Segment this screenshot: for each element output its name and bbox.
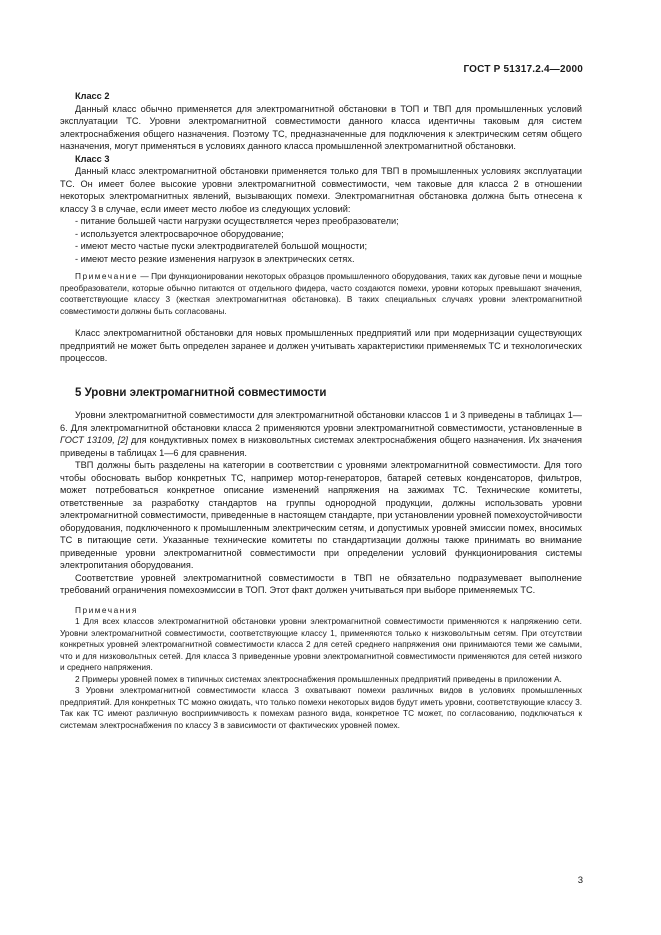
note-3: 3 Уровни электромагнитной совместимости класса 3 охватывают помехи различных видов в условиях промышленных предприятий. Для конкретных ТС можно ожидать, что только помехи некоторых видов будут иметь уровни, соответствующие классу 3. Так как ТС имеют различную восприимчивость к помехам разного вида, конкретное ТС может, по согласованию, подключаться к системам электроснабжения по классу 3 в зависимости от фактических уровней помех. bbox=[60, 685, 582, 730]
list-item: - имеют место резкие изменения нагрузок в электрических сетях. bbox=[75, 253, 355, 264]
notes-title: Примечания bbox=[75, 604, 138, 615]
page-number: 3 bbox=[577, 875, 583, 886]
section5-paragraph-2: ТВП должны быть разделены на категории в соответствии с уровнями электромагнитной совместимости. Для того чтобы обосновать выбор конкретных ТС, например мотор-генераторов, батарей сетевых конденсаторов, фильтров, может потребоваться конкретное описание изменений напряжения на зажимах ТС. Технические комитеты, ответственные за разработку стандартов на группы однородной продукции, должны использовать уровни электромагнитной совместимости, приведенные в настоящем стандарте, при установлении уровней помехоустойчивости оборудования, подключенного к промышленным электрическим сетям, и допустимых уровней эмиссии помех, вносимых ТС в питающие сети. Указанные технические комитеты по стандартизации должны также принимать во внимание приведенные уровни электромагнитной совместимости при определении условий функционирования системы электропитания оборудования. bbox=[60, 460, 582, 570]
standard-reference: ГОСТ 13109, [2] bbox=[60, 435, 128, 445]
list-item: - питание большей части нагрузки осуществляется через преобразователи; bbox=[75, 216, 399, 226]
class3-closing-paragraph: Класс электромагнитной обстановки для новых промышленных предприятий или при модернизации существующих предприятий не может быть определен заранее и должен учитывать характеристики применяемых ТС и технологических процессов. bbox=[60, 328, 582, 363]
paragraph-text: для кондуктивных помех в низковольтных системах электроснабжения общего назначения. Их значения приведены в таблицах 1—6 для сравнения. bbox=[60, 435, 583, 458]
paragraph-text: Уровни электромагнитной совместимости для электромагнитной обстановки классов 1 и 3 приведены в таблицах 1—6. Для электромагнитной обстановки класса 2 применяются уровни электромагнитной совместимости, установленные в bbox=[60, 410, 582, 433]
document-code: ГОСТ Р 51317.2.4—2000 bbox=[463, 64, 583, 75]
class3-heading: Класс 3 bbox=[75, 153, 110, 164]
section-5-heading: 5 Уровни электромагнитной совместимости bbox=[75, 386, 327, 399]
class2-paragraph: Данный класс обычно применяется для электромагнитной обстановки в ТОП и ТВП для промышленных условий эксплуатации ТС. Уровни электромагнитной совместимости данного класса идентичны таковым для систем электроснабжения общего назначения. Поэтому ТС, предназначенные для подключения к электрическим сетям общего назначения, могут применяться в условиях данного класса промышленной электромагнитной обстановки. bbox=[60, 103, 582, 151]
section5-paragraph-3: Соответствие уровней электромагнитной совместимости в ТВП не обязательно подразумевает выполнение требований ограничения помехоэмиссии в ТОП. Этот факт должен учитываться при выборе применяемых ТС. bbox=[60, 572, 582, 595]
note-text: — При функционировании некоторых образцов промышленного оборудования, таких как дуговые печи и мощные преобразователи, которые обычно питаются от отдельного фидера, часто создаются помехи, уровни которых превышают значения, соответствующие классу 3 (жесткая электромагнитная обстановка). В таких специальных случаях уровни электромагнитной совместимости должны быть согласованы. bbox=[60, 271, 582, 316]
list-item: - используется электросварочное оборудование; bbox=[75, 228, 284, 239]
class3-note bbox=[60, 271, 582, 317]
note-label: Примечание bbox=[75, 271, 139, 281]
list-item: - имеют место частые пуски электродвигателей большой мощности; bbox=[75, 241, 368, 251]
page-content bbox=[60, 90, 582, 731]
section5-paragraph-1 bbox=[60, 409, 582, 459]
class3-paragraph: Данный класс электромагнитной обстановки применяется только для ТВП в промышленных условиях эксплуатации ТС. Он имеет более высокие уровни электромагнитной совместимости, чем таковые для класса 2 в отношении некоторых электромагнитных явлений, вызывающих помехи. Электромагнитная обстановка должна быть отнесена к классу 3 в случае, если имеет место любое из следующих условий: bbox=[60, 166, 582, 214]
note-1: 1 Для всех классов электромагнитной обстановки уровни электромагнитной совместимости применяются к напряжению сети. Уровни электромагнитной совместимости, соответствующие классу 1, применяются только к низковольтным сетям. При отсутствии конкретных уровней электромагнитной совместимости класса 2 для сетей среднего напряжения они принимаются теми же самыми, что и для низковольтных сетей. Для класса 3 приведенные уровни электромагнитной совместимости применяются для сетей низкого и среднего напряжения. bbox=[60, 616, 582, 672]
note-2: 2 Примеры уровней помех в типичных системах электроснабжения промышленных предприятий приведены в приложении А. bbox=[75, 673, 562, 684]
conditions-list bbox=[60, 215, 582, 265]
class2-heading: Класс 2 bbox=[75, 91, 110, 101]
